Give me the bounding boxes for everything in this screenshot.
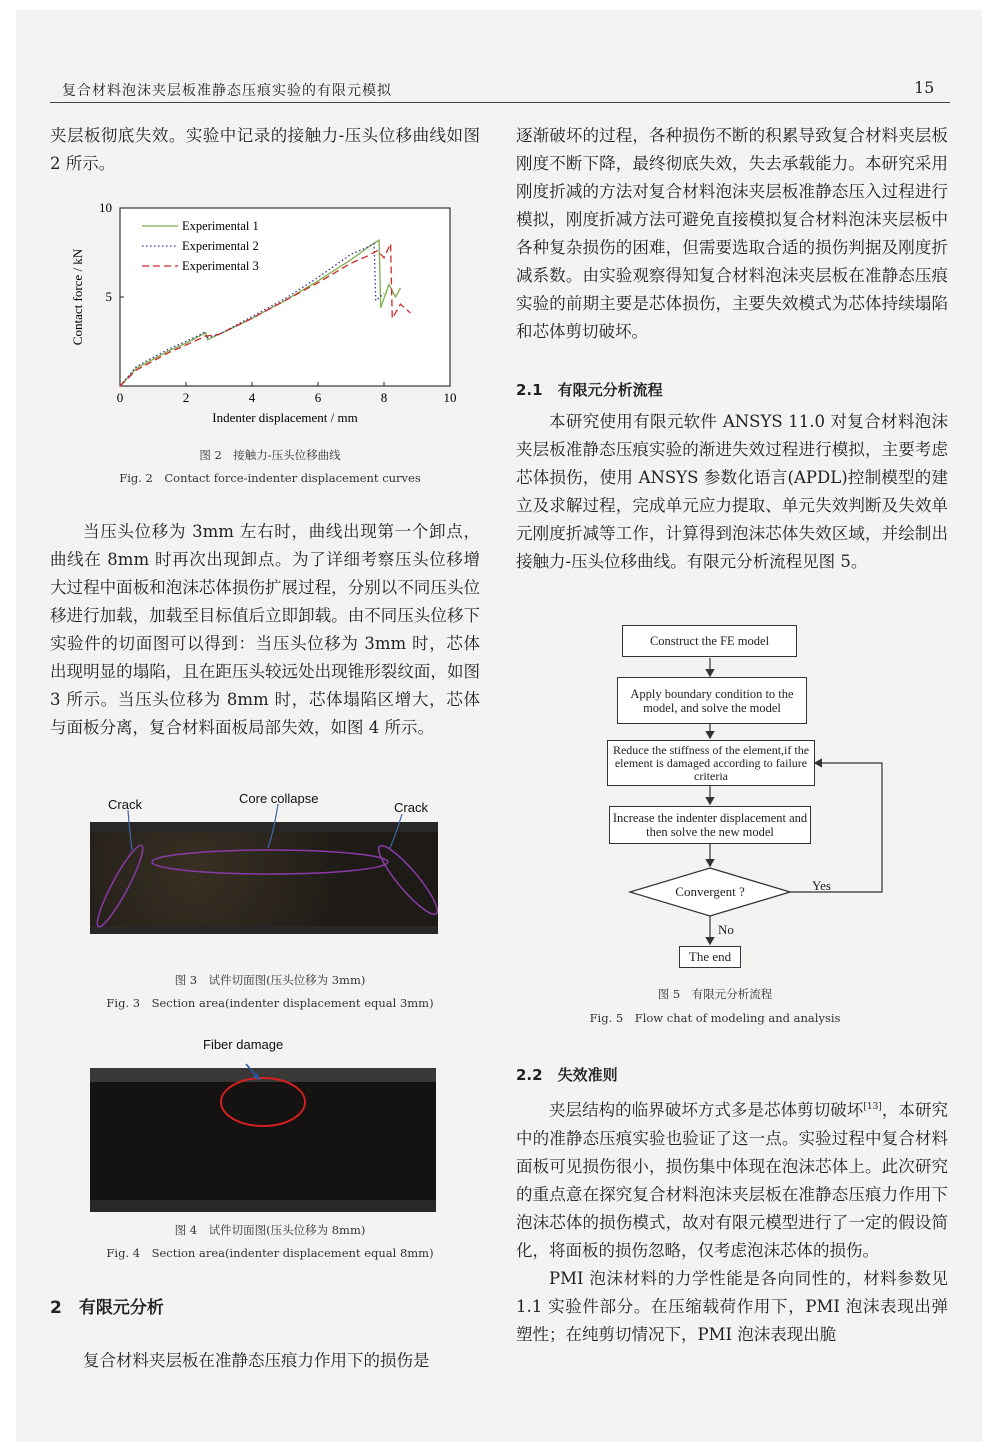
header-rule bbox=[50, 102, 950, 103]
y-tick-label: 10 bbox=[99, 200, 112, 215]
left-para-top bbox=[50, 122, 480, 178]
left-para-middle bbox=[50, 518, 480, 742]
fig2-caption-en: Fig. 2 Contact force-indenter displacement curves bbox=[119, 471, 421, 485]
legend-label-3: Experimental 3 bbox=[182, 259, 259, 273]
paragraph-text: 本研究使用有限元软件 ANSYS 11.0 对复合材料泡沫夹层板准静态压痕实验的渐进失效过程进行模拟，主要考虑芯体损伤，使用 ANSYS 参数化语言(APDL)控制模型的建立及求解过程，完成单元应力提取、单元失效判断及失效单元刚度折减等工作，计算得到泡沫芯体失效区域，并绘制出接触力-压头位移曲线。有限元分析流程见图 5。 bbox=[516, 412, 948, 571]
legend-label-1: Experimental 1 bbox=[182, 219, 259, 233]
step-end: The end bbox=[679, 946, 741, 968]
fig5-flowchart-connectors bbox=[600, 620, 890, 980]
x-tick-label: 0 bbox=[116, 390, 124, 405]
fig3-annotations bbox=[90, 790, 438, 940]
section-2-2-heading: 2.2 失效准则 bbox=[516, 1066, 618, 1084]
core-collapse-ellipse bbox=[152, 850, 388, 874]
page-number: 15 bbox=[914, 78, 935, 97]
x-tick-label: 10 bbox=[443, 390, 457, 405]
paragraph-text: PMI 泡沫材料的力学性能是各向同性的，材料参数见 1.1 实验件部分。在压缩载荷作用下，PMI 泡沫表现出弹塑性；在纯剪切情况下，PMI 泡沫表现出脆 bbox=[516, 1268, 948, 1344]
paragraph-text: 复合材料夹层板在准静态压痕力作用下的损伤是 bbox=[83, 1351, 430, 1370]
legend-label-2: Experimental 2 bbox=[182, 239, 259, 253]
fig5-caption-en: Fig. 5 Flow chat of modeling and analysis bbox=[589, 1011, 841, 1025]
paragraph-text-a: 夹层结构的临界破坏方式多是芯体剪切破坏 bbox=[549, 1100, 864, 1120]
fig3-caption-cn: 图 3 试件切面图(压头位移为 3mm) bbox=[174, 973, 366, 987]
crack-right-label: Crack bbox=[394, 800, 428, 815]
citation-ref: [13] bbox=[863, 1102, 882, 1112]
fiber-damage-ellipse bbox=[221, 1078, 305, 1126]
y-axis-label: Contact force / kN bbox=[70, 248, 85, 346]
paragraph-text: 夹层板彻底失效。实验中记录的接触力-压头位移曲线如图 2 所示。 bbox=[50, 126, 480, 173]
fig4-caption-en: Fig. 4 Section area(indenter displacement equal 8mm) bbox=[106, 1246, 434, 1260]
paragraph-text: 逐渐破坏的过程，各种损伤不断的积累导致复合材料夹层板刚度不断下降，最终彻底失效，失去承载能力。本研究采用刚度折减的方法对复合材料泡沫夹层板准静态压入过程进行模拟，刚度折减方法可避免直接模拟复合材料泡沫夹层板中各种复杂损伤的困难，但需要选取合适的损伤判据及刚度折减系数。由实验观察得知复合材料泡沫夹层板在准静态压痕实验的前期主要是芯体损伤，主要失效模式为芯体持续塌陷和芯体剪切破坏。 bbox=[516, 126, 948, 341]
contact-force-chart bbox=[60, 196, 480, 436]
crack-right-ellipse bbox=[372, 840, 438, 920]
crack-left-label: Crack bbox=[108, 797, 142, 812]
fiber-damage-label: Fiber damage bbox=[203, 1037, 284, 1052]
right-para-22 bbox=[516, 1093, 948, 1349]
yes-label: Yes bbox=[812, 878, 831, 893]
paragraph-text bbox=[516, 1093, 948, 1265]
section-2-heading: 2 有限元分析 bbox=[50, 1298, 164, 1318]
step-increase-displacement: Increase the indenter displacement and then solve the new model bbox=[609, 806, 811, 844]
crack-left-ellipse bbox=[91, 842, 148, 931]
no-label: No bbox=[718, 922, 734, 937]
fig4-caption-cn: 图 4 试件切面图(压头位移为 8mm) bbox=[174, 1223, 366, 1237]
y-tick-label: 5 bbox=[105, 289, 112, 304]
x-tick-label: 6 bbox=[314, 390, 322, 405]
fig4-annotations bbox=[90, 1050, 436, 1140]
x-tick-label: 8 bbox=[380, 390, 388, 405]
right-para-top bbox=[516, 122, 948, 346]
step-construct-model: Construct the FE model bbox=[622, 625, 797, 657]
plot-frame bbox=[120, 208, 450, 386]
section-2-1-heading: 2.1 有限元分析流程 bbox=[516, 381, 663, 399]
decision-label: Convergent ? bbox=[675, 884, 745, 899]
core-collapse-label: Core collapse bbox=[239, 791, 319, 806]
paragraph-text-b: ，本研究中的准静态压痕实验也验证了这一点。实验过程中复合材料面板可见损伤很小，损伤集中体现在泡沫芯体上。此次研究的重点意在探究复合材料泡沫夹层板在准静态压痕力作用下泡沫芯体的损伤模式，故对有限元模型进行了一定的假设简化，将面板的损伤忽略，仅考虑泡沫芯体的损伤。 bbox=[516, 1100, 949, 1260]
x-tick-label: 2 bbox=[182, 390, 190, 405]
x-tick-label: 4 bbox=[248, 390, 256, 405]
fig3-caption-en: Fig. 3 Section area(indenter displacement equal 3mm) bbox=[106, 996, 434, 1010]
fig2-caption-cn: 图 2 接触力-压头位移曲线 bbox=[199, 448, 341, 462]
fig5-caption-cn: 图 5 有限元分析流程 bbox=[657, 987, 773, 1001]
paragraph-text: 当压头位移为 3mm 左右时，曲线出现第一个卸点，曲线在 8mm 时再次出现卸点。为了详细考察压头位移增大过程中面板和泡沫芯体损伤扩展过程，分别以不同压头位移进行加载，加载至目标值后立即卸载。由不同压头位移下实验件的切面图可以得到：当压头位移为 3mm 时，芯体出现明显的塌陷，且在距压头较远处出现锥形裂纹面，如图 3 所示。当压头位移为 8mm 时，芯体塌陷区增大，芯体与面板分离，复合材料面板局部失效，如图 4 所示。 bbox=[50, 522, 480, 737]
step-reduce-stiffness: Reduce the stiffness of the element,if the element is damaged according to failure criteria bbox=[607, 740, 815, 786]
running-title: 复合材料泡沫夹层板准静态压痕实验的有限元模拟 bbox=[62, 83, 392, 99]
x-axis-label: Indenter displacement / mm bbox=[212, 410, 358, 425]
left-para-bottom bbox=[50, 1347, 480, 1375]
right-para-21 bbox=[516, 408, 948, 576]
step-apply-boundary: Apply boundary condition to the model, and solve the model bbox=[617, 677, 807, 724]
